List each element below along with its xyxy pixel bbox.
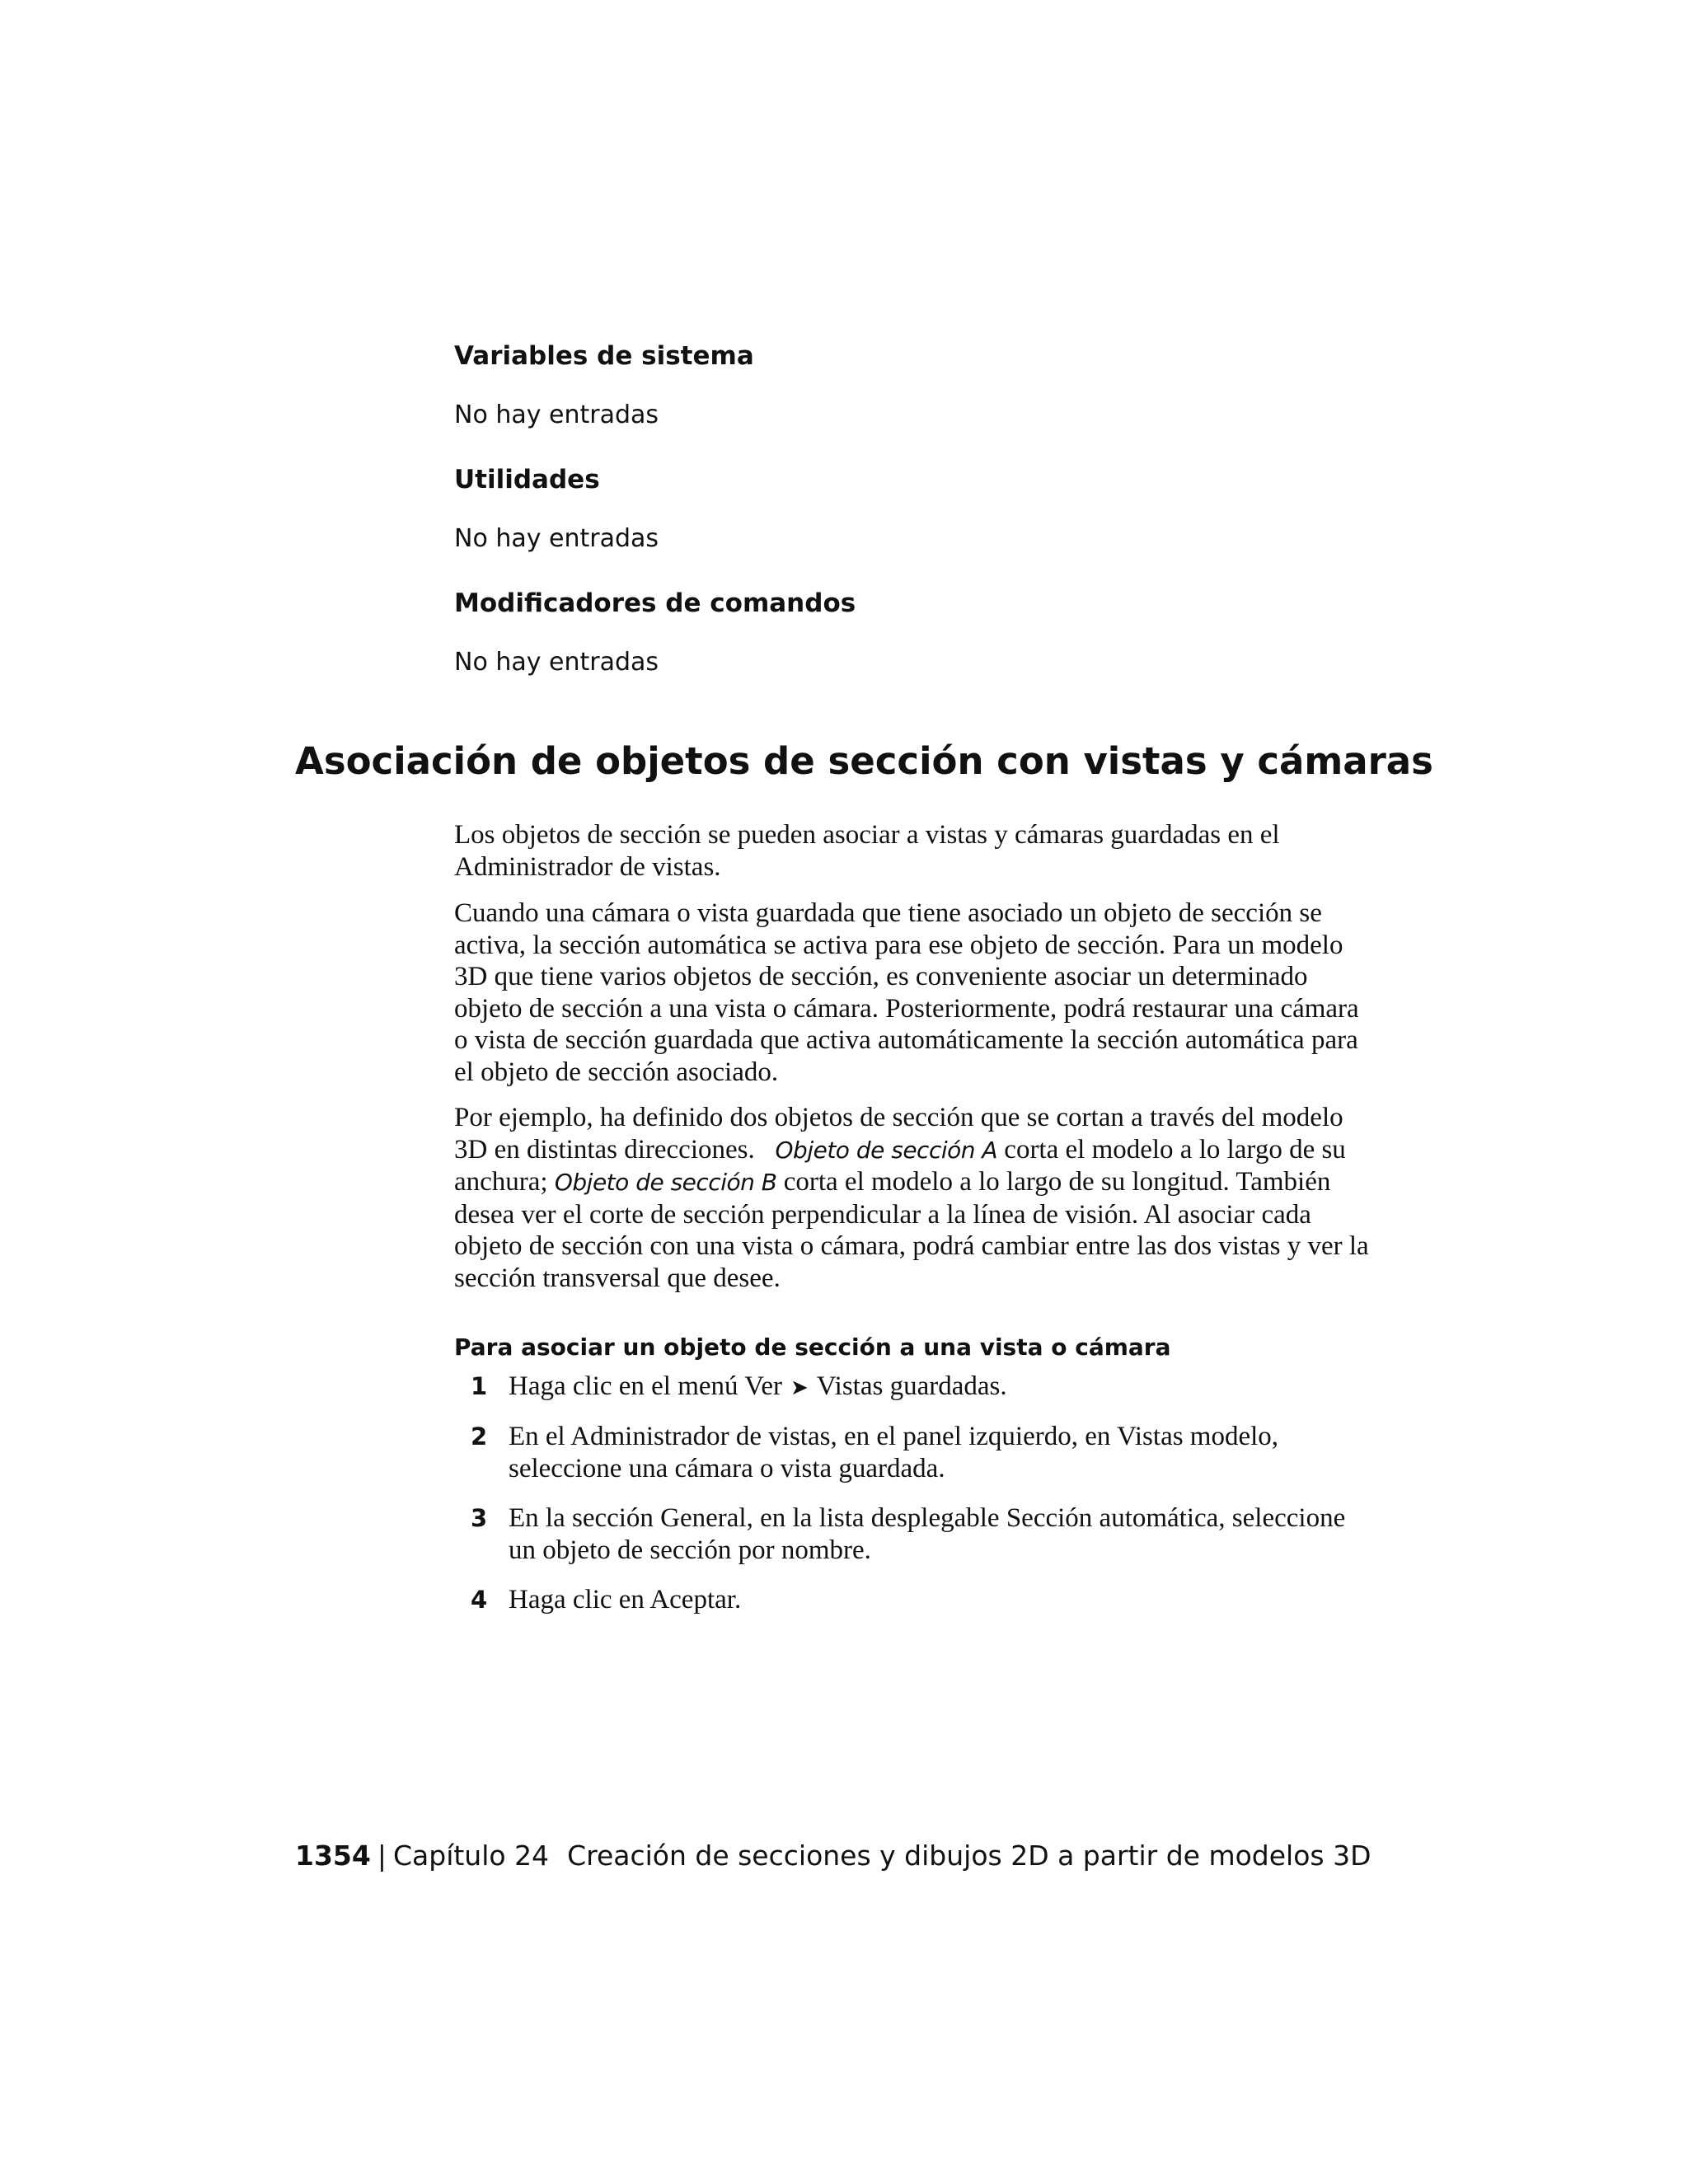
menu-arrow-icon: ➤ — [790, 1376, 809, 1399]
step-number: 2 — [471, 1422, 488, 1451]
section-body: No hay entradas — [454, 524, 659, 553]
section-system-variables — [454, 340, 1361, 373]
paragraph-example — [454, 1102, 1369, 1295]
procedure-step — [454, 1421, 1369, 1487]
step-text-part: Haga clic en el menú Ver — [509, 1371, 782, 1401]
chapter-label: Capítulo 24 — [392, 1840, 550, 1872]
section-utilities — [454, 463, 1361, 496]
page-number: 1354 — [295, 1840, 371, 1872]
section-utilities-body — [454, 523, 1361, 555]
step-text-part: Vistas guardadas. — [816, 1371, 1007, 1401]
section-heading: Utilidades — [454, 465, 600, 494]
procedure-step — [454, 1371, 1369, 1404]
emphasis-section-object-a: Objeto de sección A — [775, 1136, 998, 1164]
step-number: 3 — [471, 1504, 488, 1532]
step-text: En el Administrador de vistas, en el panel izquierdo, en Vistas modelo, seleccione una cámara o vista guardada. — [509, 1422, 1279, 1483]
page-title: Asociación de objetos de sección con vistas y cámaras — [295, 739, 1433, 783]
step-number: 1 — [471, 1372, 488, 1400]
step-text: Haga clic en Aceptar. — [509, 1585, 742, 1615]
paragraph-description: Cuando una cámara o vista guardada que tiene asociado un objeto de sección se activa, la sección automática se activa para ese objeto de sección. Para un modelo 3D que tiene varios objetos de sección, es conveniente asociar un determinado objeto de sección a una vista o cámara. Posteriormente, podrá restaurar una cámara o vista de sección guardada que activa automáticamente la sección automática para el objeto de sección asociado. — [454, 898, 1359, 1087]
procedure-heading: Para asociar un objeto de sección a una vista o cámara — [454, 1333, 1171, 1361]
footer-separator: | — [377, 1840, 387, 1872]
paragraph-example-text: corta el modelo a lo largo de su longitud. También desea ver el corte de sección perpendicular a la línea de visión. Al asociar cada objeto de sección con una vista o cámara, podrá cambiar entre las dos vistas y ver la sección transversal que desee. — [454, 1167, 1369, 1293]
section-body: No hay entradas — [454, 648, 659, 677]
emphasis-section-object-b: Objeto de sección B — [554, 1169, 777, 1197]
page-footer — [295, 1838, 1614, 1874]
section-command-modifiers-body — [454, 646, 1361, 679]
step-text: En la sección General, en la lista desplegable Sección automática, seleccione un objeto de sección por nombre. — [509, 1503, 1346, 1565]
section-heading: Variables de sistema — [454, 341, 754, 371]
paragraph-example-text: corta el modelo a lo largo de su anchura; — [454, 1134, 1346, 1197]
paragraph-example-text: Por ejemplo, ha definido dos objetos de sección que se cortan a través del modelo 3D en distintas direcciones. — [454, 1103, 1343, 1165]
step-text — [509, 1371, 1366, 1404]
step-number: 4 — [471, 1586, 488, 1614]
procedure-step — [454, 1584, 1369, 1617]
section-system-variables-body — [454, 399, 1361, 432]
procedure-step — [454, 1502, 1369, 1568]
section-heading: Modificadores de comandos — [454, 588, 856, 618]
section-body: No hay entradas — [454, 401, 659, 429]
paragraph-intro: Los objetos de sección se pueden asociar a vistas y cámaras guardadas en el Administrador de vistas. — [454, 820, 1280, 882]
chapter-title: Creación de secciones y dibujos 2D a partir de modelos 3D — [567, 1840, 1372, 1872]
section-command-modifiers — [454, 587, 1361, 620]
